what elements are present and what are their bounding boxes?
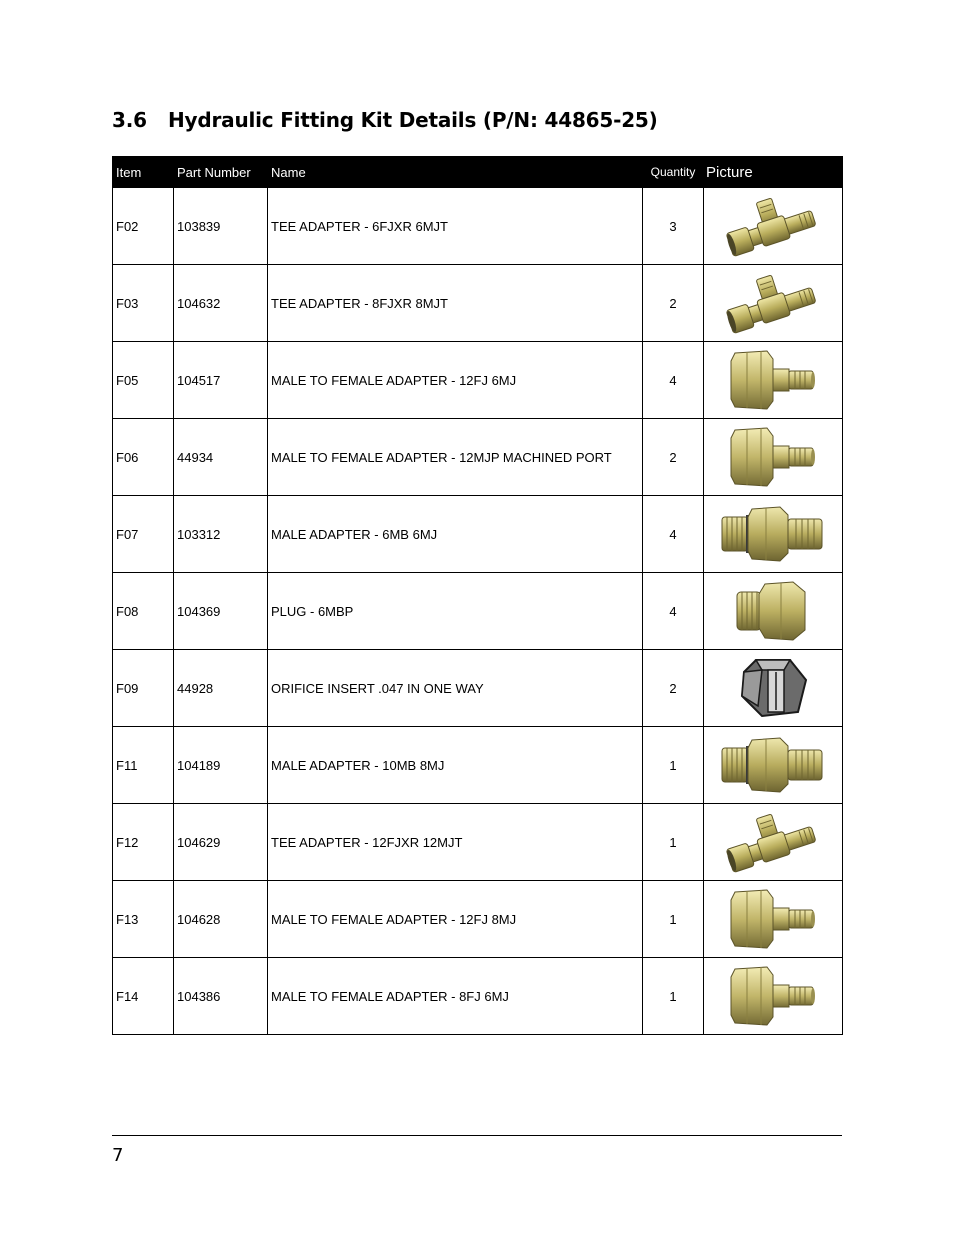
cell-name: MALE ADAPTER - 6MB 6MJ (268, 496, 643, 573)
male-female-adapter-icon (704, 347, 842, 413)
cell-part-number: 104517 (174, 342, 268, 419)
cell-quantity: 4 (643, 342, 704, 419)
cell-quantity: 4 (643, 573, 704, 650)
cell-name: TEE ADAPTER - 6FJXR 6MJT (268, 188, 643, 265)
table-row (113, 419, 843, 496)
cell-part-number: 103312 (174, 496, 268, 573)
orifice-insert-icon (704, 656, 842, 720)
cell-name: TEE ADAPTER - 12FJXR 12MJT (268, 804, 643, 881)
cell-picture (704, 496, 843, 573)
section-heading (112, 108, 658, 132)
cell-name: MALE TO FEMALE ADAPTER - 12MJP MACHINED PORT (268, 419, 643, 496)
cell-part-number: 104629 (174, 804, 268, 881)
cell-picture (704, 342, 843, 419)
tee-adapter-icon (704, 195, 842, 257)
male-adapter-icon (704, 501, 842, 567)
cell-picture (704, 881, 843, 958)
cell-quantity: 3 (643, 188, 704, 265)
fitting-kit-table (112, 156, 843, 1035)
cell-quantity: 2 (643, 419, 704, 496)
table-row (113, 881, 843, 958)
table-header-row (113, 157, 843, 188)
cell-name: MALE TO FEMALE ADAPTER - 12FJ 8MJ (268, 881, 643, 958)
cell-item: F03 (113, 265, 174, 342)
cell-name: MALE ADAPTER - 10MB 8MJ (268, 727, 643, 804)
table-body (113, 188, 843, 1035)
tee-adapter-icon (704, 811, 842, 873)
cell-quantity: 2 (643, 265, 704, 342)
cell-picture (704, 573, 843, 650)
cell-name: PLUG - 6MBP (268, 573, 643, 650)
cell-part-number: 104632 (174, 265, 268, 342)
male-female-adapter-icon (704, 963, 842, 1029)
cell-item: F06 (113, 419, 174, 496)
table-row (113, 265, 843, 342)
table-row (113, 804, 843, 881)
header-part-number: Part Number (174, 157, 268, 188)
plug-icon (704, 578, 842, 644)
cell-part-number: 44934 (174, 419, 268, 496)
cell-picture (704, 188, 843, 265)
page-number: 7 (112, 1145, 124, 1166)
cell-quantity: 1 (643, 727, 704, 804)
cell-part-number: 44928 (174, 650, 268, 727)
cell-quantity: 1 (643, 958, 704, 1035)
cell-item: F12 (113, 804, 174, 881)
cell-part-number: 103839 (174, 188, 268, 265)
cell-name: MALE TO FEMALE ADAPTER - 8FJ 6MJ (268, 958, 643, 1035)
cell-part-number: 104628 (174, 881, 268, 958)
cell-quantity: 2 (643, 650, 704, 727)
cell-picture (704, 804, 843, 881)
tee-adapter-icon (704, 272, 842, 334)
cell-quantity: 1 (643, 804, 704, 881)
cell-item: F08 (113, 573, 174, 650)
table-row (113, 573, 843, 650)
cell-quantity: 4 (643, 496, 704, 573)
cell-item: F11 (113, 727, 174, 804)
cell-picture (704, 727, 843, 804)
cell-item: F13 (113, 881, 174, 958)
cell-picture (704, 265, 843, 342)
cell-item: F02 (113, 188, 174, 265)
header-item: Item (113, 157, 174, 188)
footer-rule (112, 1135, 842, 1136)
cell-name: MALE TO FEMALE ADAPTER - 12FJ 6MJ (268, 342, 643, 419)
cell-picture (704, 419, 843, 496)
table-row (113, 650, 843, 727)
cell-picture (704, 958, 843, 1035)
cell-name: ORIFICE INSERT .047 IN ONE WAY (268, 650, 643, 727)
cell-item: F05 (113, 342, 174, 419)
section-title: Hydraulic Fitting Kit Details (P/N: 44865-25) (168, 108, 658, 132)
male-female-adapter-icon (704, 886, 842, 952)
table-row (113, 958, 843, 1035)
header-quantity: Quantity (643, 157, 704, 188)
cell-picture (704, 650, 843, 727)
male-female-adapter-icon (704, 424, 842, 490)
section-number: 3.6 (112, 108, 147, 132)
cell-item: F09 (113, 650, 174, 727)
header-picture: Picture (704, 157, 843, 188)
male-adapter-icon (704, 732, 842, 798)
header-name: Name (268, 157, 643, 188)
cell-name: TEE ADAPTER - 8FJXR 8MJT (268, 265, 643, 342)
cell-part-number: 104369 (174, 573, 268, 650)
table-row (113, 727, 843, 804)
table-row (113, 188, 843, 265)
table-row (113, 342, 843, 419)
cell-item: F14 (113, 958, 174, 1035)
table-row (113, 496, 843, 573)
cell-part-number: 104386 (174, 958, 268, 1035)
cell-item: F07 (113, 496, 174, 573)
cell-quantity: 1 (643, 881, 704, 958)
cell-part-number: 104189 (174, 727, 268, 804)
